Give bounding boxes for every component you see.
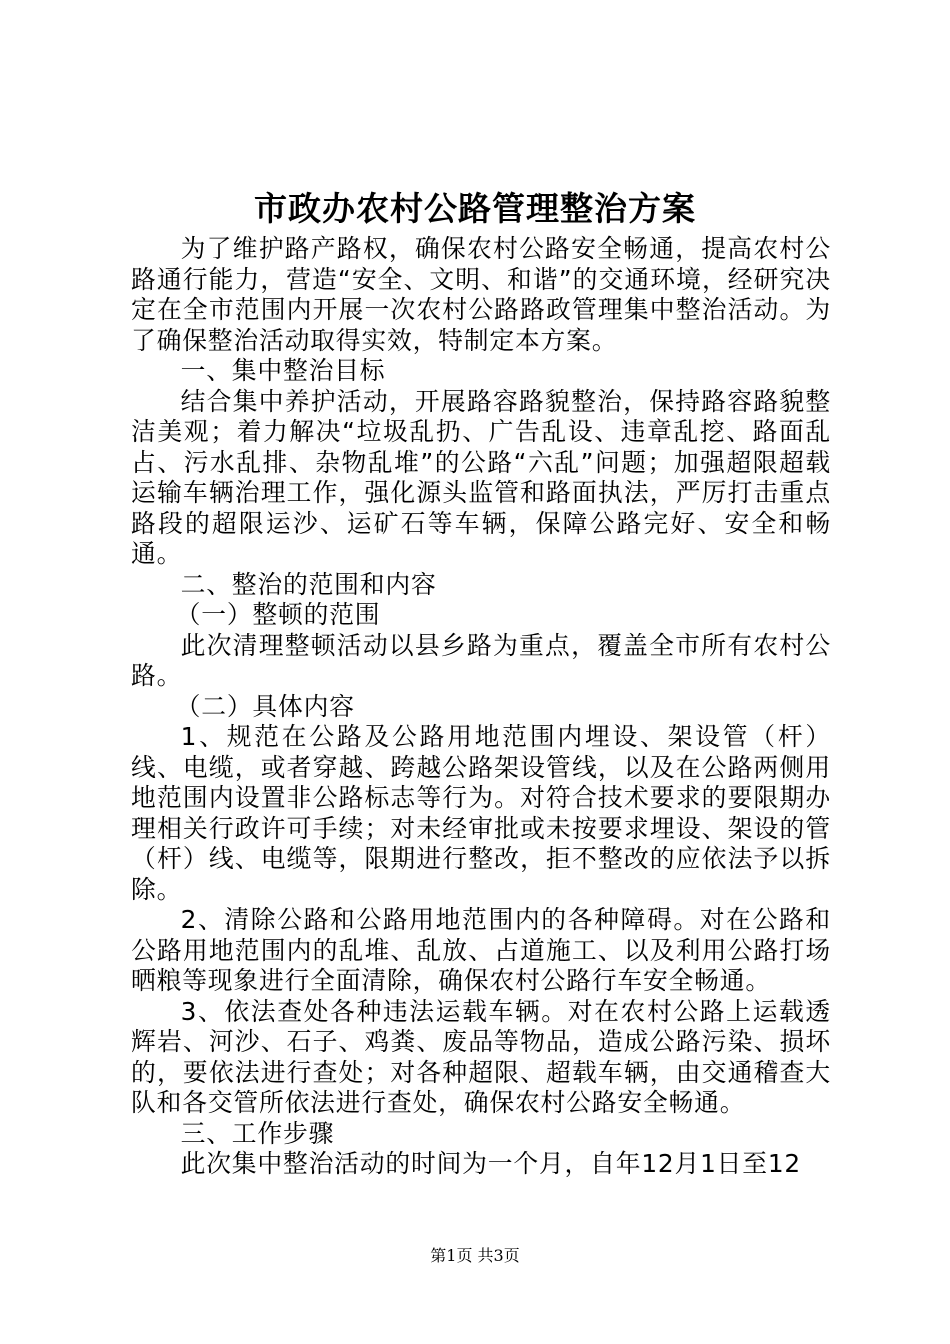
section-heading-scope: 二、整治的范围和内容 <box>180 569 437 599</box>
page-footer: 第1页 共3页 <box>430 1246 520 1265</box>
content-item-2: 2、清除公路和公路用地范围内的各种障碍。对在公路和公路用地范围内的乱堆、乱放、占道施工、以及利用公路打场晒粮等现象进行全面清除，确保农村公路行车安全畅通。 <box>131 905 831 995</box>
content-item-3: 3、依法查处各种违法运载车辆。对在农村公路上运载透辉岩、河沙、石子、鸡粪、废品等物品，造成公路污染、损坏的，要依法进行查处；对各种超限、超载车辆，由交通稽查大队和各交管所依法进行查处，确保农村公路安全畅通。 <box>131 996 831 1117</box>
section-heading-steps: 三、工作步骤 <box>180 1118 335 1148</box>
document-title: 市政办农村公路管理整治方案 <box>254 189 696 228</box>
subsection-heading-range: （一）整顿的范围 <box>175 600 381 629</box>
subsection-heading-content: （二）具体内容 <box>175 691 355 721</box>
intro-paragraph: 为了维护路产路权，确保农村公路安全畅通，提高农村公路通行能力，营造“安全、文明、和谐”的交通环境，经研究决定在全市范围内开展一次农村公路路政管理集中整治活动。为了确保整治活动取得实效，特制定本方案。 <box>131 234 831 355</box>
section-heading-goals: 一、集中整治目标 <box>180 356 386 385</box>
steps-paragraph: 此次集中整治活动的时间为一个月，自年12月1日至12 <box>180 1149 802 1178</box>
document-body <box>131 234 831 1180</box>
range-paragraph: 此次清理整顿活动以县乡路为重点，覆盖全市所有农村公路。 <box>131 630 831 690</box>
goals-paragraph: 结合集中养护活动，开展路容路貌整治，保持路容路貌整洁美观；着力解决“垃圾乱扔、广告乱设、违章乱挖、路面乱占、污水乱排、杂物乱堆”的公路“六乱”问题；加强超限超载运输车辆治理工作，强化源头监管和路面执法，严厉打击重点路段的超限运沙、运矿石等车辆，保障公路完好、安全和畅通。 <box>131 386 831 568</box>
content-item-1: 1、规范在公路及公路用地范围内埋设、架设管（杆）线、电缆，或者穿越、跨越公路架设管线，以及在公路两侧用地范围内设置非公路标志等行为。对符合技术要求的要限期办理相关行政许可手续；对未经审批或未按要求埋设、架设的管（杆）线、电缆等，限期进行整改，拒不整改的应依法予以拆除。 <box>131 722 831 904</box>
